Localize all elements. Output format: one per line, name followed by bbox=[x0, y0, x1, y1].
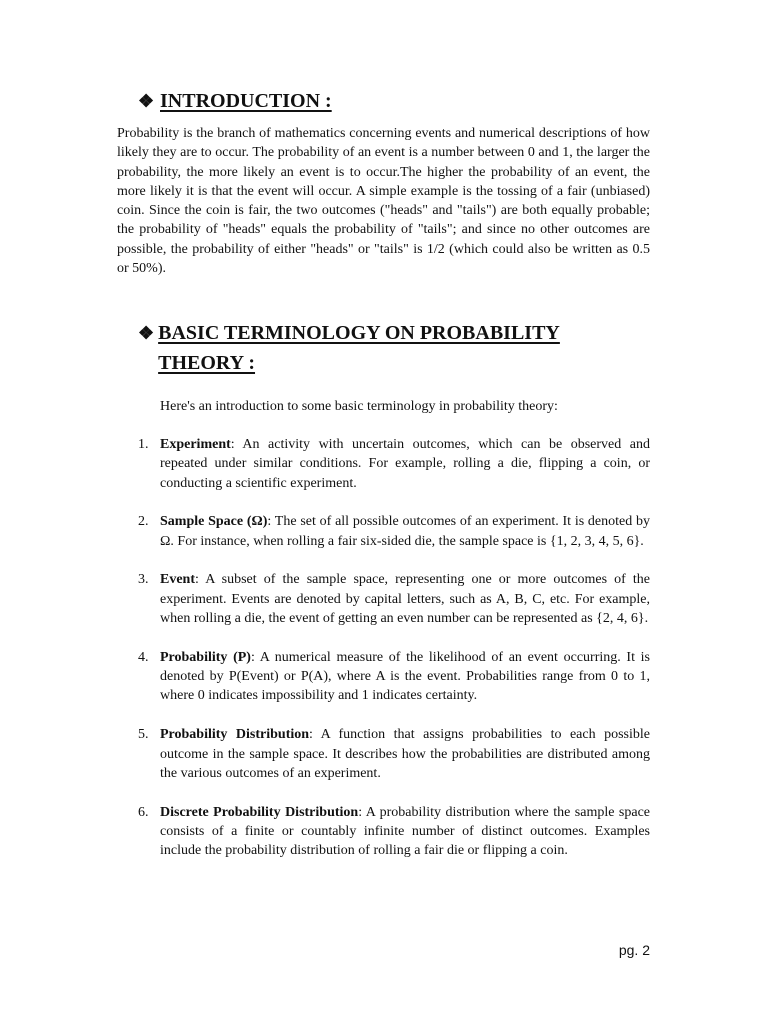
list-item-number: 1. bbox=[138, 437, 149, 452]
list-item-number: 6. bbox=[138, 804, 149, 820]
list-item bbox=[138, 570, 650, 628]
page-number: pg. 2 bbox=[618, 942, 650, 958]
list-item-description: : An activity with uncertain outcomes, which can be observed and repeated under similar conditions. For example, rolling a die, flipping a coin, or conducting a scientific experiment. bbox=[160, 437, 650, 491]
terminology-list bbox=[138, 435, 650, 880]
list-item bbox=[138, 512, 650, 551]
list-item-description: : A probability distribution where the sample space consists of a finite or countably infinite number of distinct outcomes. Examples include the probability distribution of rolling a fair die or flipping a coin. bbox=[160, 804, 650, 859]
introduction-paragraph: Probability is the branch of mathematics concerning events and numerical descriptions of how likely they are to occur. The probability of an event is a number between 0 and 1, the larger the probability, the more likely an event is to occur.The higher the probability of an event, the more likely it is that the event will occur. A simple example is the tossing of a fair (unbiased) coin. Since the coin is fair, the two outcomes ("heads" and "tails") are both equally probable; the probability of "heads" equals the probability of "tails"; and since no other outcomes are possible, the probability of either "heads" or "tails" is 1/2 (which could also be written as 0.5 or 50%). bbox=[117, 126, 650, 277]
list-item-term: Probability (P) bbox=[160, 649, 251, 665]
basic-terminology-heading bbox=[138, 318, 618, 378]
basic-terminology-heading-text: BASIC TERMINOLOGY ON PROBABILITY THEORY : bbox=[158, 322, 560, 374]
list-item bbox=[138, 435, 650, 493]
list-item bbox=[138, 648, 650, 706]
list-item-description: : The set of all possible outcomes of an experiment. It is denoted by Ω. For instance, when rolling a fair six-sided die, the sample space is {1, 2, 3, 4, 5, 6}. bbox=[160, 514, 651, 549]
introduction-heading-text: INTRODUCTION : bbox=[160, 90, 332, 112]
list-item-term: Probability Distribution bbox=[160, 727, 310, 743]
terminology-intro-line: Here's an introduction to some basic terminology in probability theory: bbox=[160, 399, 558, 414]
list-item-description: : A numerical measure of the likelihood of an event occurring. It is denoted by P(Event) or P(A), where A is the event. Probabilities range from 0 to 1, where 0 indicates impossibility and 1 indicates certainty. bbox=[160, 649, 650, 704]
list-item bbox=[138, 725, 650, 783]
list-item-number: 2. bbox=[138, 514, 149, 530]
list-item-number: 3. bbox=[138, 572, 149, 588]
list-item-term: Discrete Probability Distribution bbox=[160, 804, 359, 820]
list-item-term: Sample Space (Ω) bbox=[160, 514, 268, 530]
list-item-term: Experiment bbox=[160, 437, 231, 452]
list-item-description: : A subset of the sample space, representing one or more outcomes of the experiment. Events are denoted by capital letters, such as A, B, C, etc. For example, when rolling a die, the event of getting an even number can be represented as {2, 4, 6}. bbox=[160, 572, 650, 627]
list-item-term: Event bbox=[160, 572, 195, 588]
list-item-number: 4. bbox=[138, 649, 149, 665]
list-item-number: 5. bbox=[138, 727, 149, 743]
list-item-description: : A function that assigns probabilities to each possible outcome in the sample space. It describes how the probabilities are distributed among the various outcomes of an experiment. bbox=[160, 727, 650, 781]
list-item bbox=[138, 803, 650, 861]
diamond-bullet-icon: ❖ bbox=[138, 323, 155, 343]
diamond-bullet-icon: ❖ bbox=[138, 91, 155, 111]
introduction-heading bbox=[138, 86, 332, 116]
